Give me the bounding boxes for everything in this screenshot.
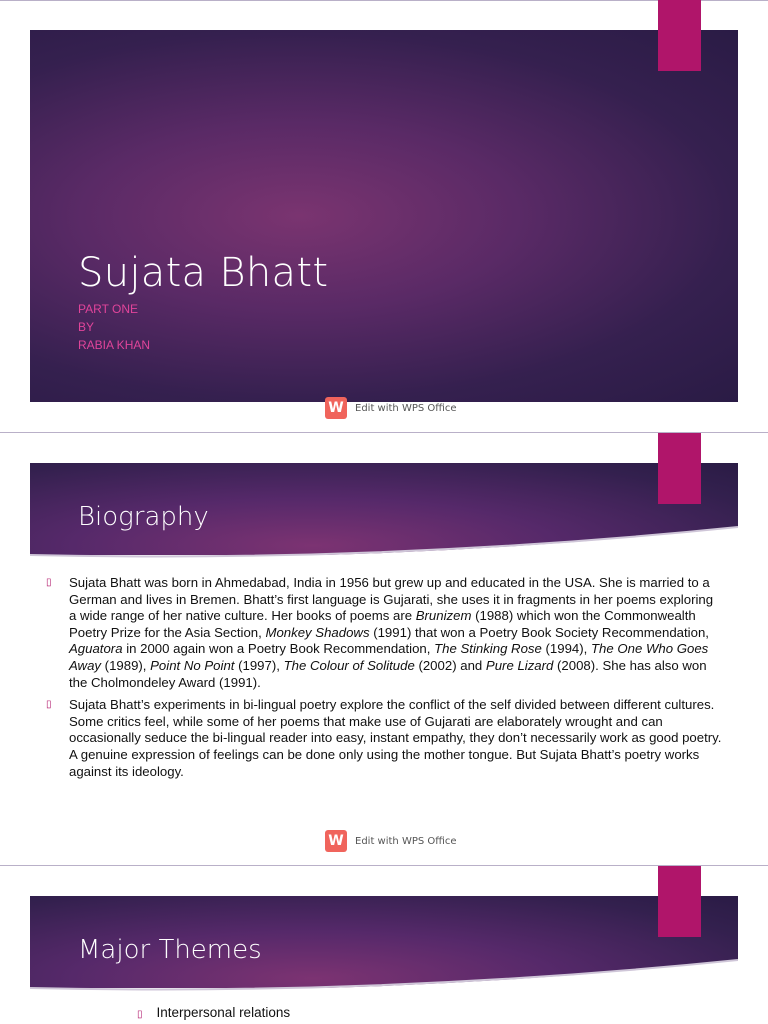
accent-bar [658, 433, 701, 504]
subtitle-line: PART ONE [78, 302, 139, 316]
accent-bar [658, 866, 701, 937]
list-item: ▯ Sujata Bhatt’s experiments in bi-lingual poetry explore the conflict of the self divided between different cultures. Some critics feel, while some of her poems that make use of Gujarati are elaborately wrought and can occasionally seduce the bi-lingual reader into easy, instant empathy, they don’t necessarily work as good poetry. A genuine expression of feelings can be done only using the mother tongue. But Sujata Bhatt’s poetry works against its ideology. [46, 697, 722, 779]
page-separator [0, 0, 768, 1]
page-separator [0, 865, 768, 866]
bullet-icon: ▯ [137, 1009, 143, 1020]
wps-label: Edit with WPS Office [355, 835, 457, 847]
accent-bar [658, 0, 701, 71]
wps-logo-icon: W [325, 830, 347, 852]
slide-title: Sujata Bhatt [78, 250, 329, 296]
biography-list [46, 575, 724, 786]
page-separator [0, 432, 768, 433]
wps-edit-link[interactable] [325, 397, 457, 419]
section-title: Biography [78, 502, 209, 532]
list-item: ▯ Sujata Bhatt was born in Ahmedabad, India in 1956 but grew up and educated in the USA. She is married to a German and lives in Bremen. Bhatt’s first language is Gujarati, she uses it in fragments in her poems exploring a wide range of her native culture. Her books of poems are Brunizem (1988) which won the Commonwealth Poetry Prize for the Asia Section, Monkey Shadows (1991) that won a Poetry Book Society Recommendation, Aguatora in 2000 again won a Poetry Book Recommendation, The Stinking Rose (1994), The One Who Goes Away (1989), Point No Point (1997), The Colour of Solitude (2002) and Pure Lizard (2008). She has also won the Cholmondeley Award (1991). [46, 575, 714, 690]
wps-logo-icon: W [325, 397, 347, 419]
section-title: Major Themes [78, 935, 262, 965]
subtitle-line: BY [78, 320, 95, 334]
bullet-icon: ▯ [46, 577, 52, 588]
wps-label: Edit with WPS Office [355, 402, 457, 414]
bullet-icon: ▯ [46, 699, 52, 711]
subtitle-line: RABIA KHAN [78, 338, 151, 352]
list-item: ▯ Interpersonal relations [137, 1005, 291, 1020]
wps-edit-link[interactable] [325, 830, 457, 852]
